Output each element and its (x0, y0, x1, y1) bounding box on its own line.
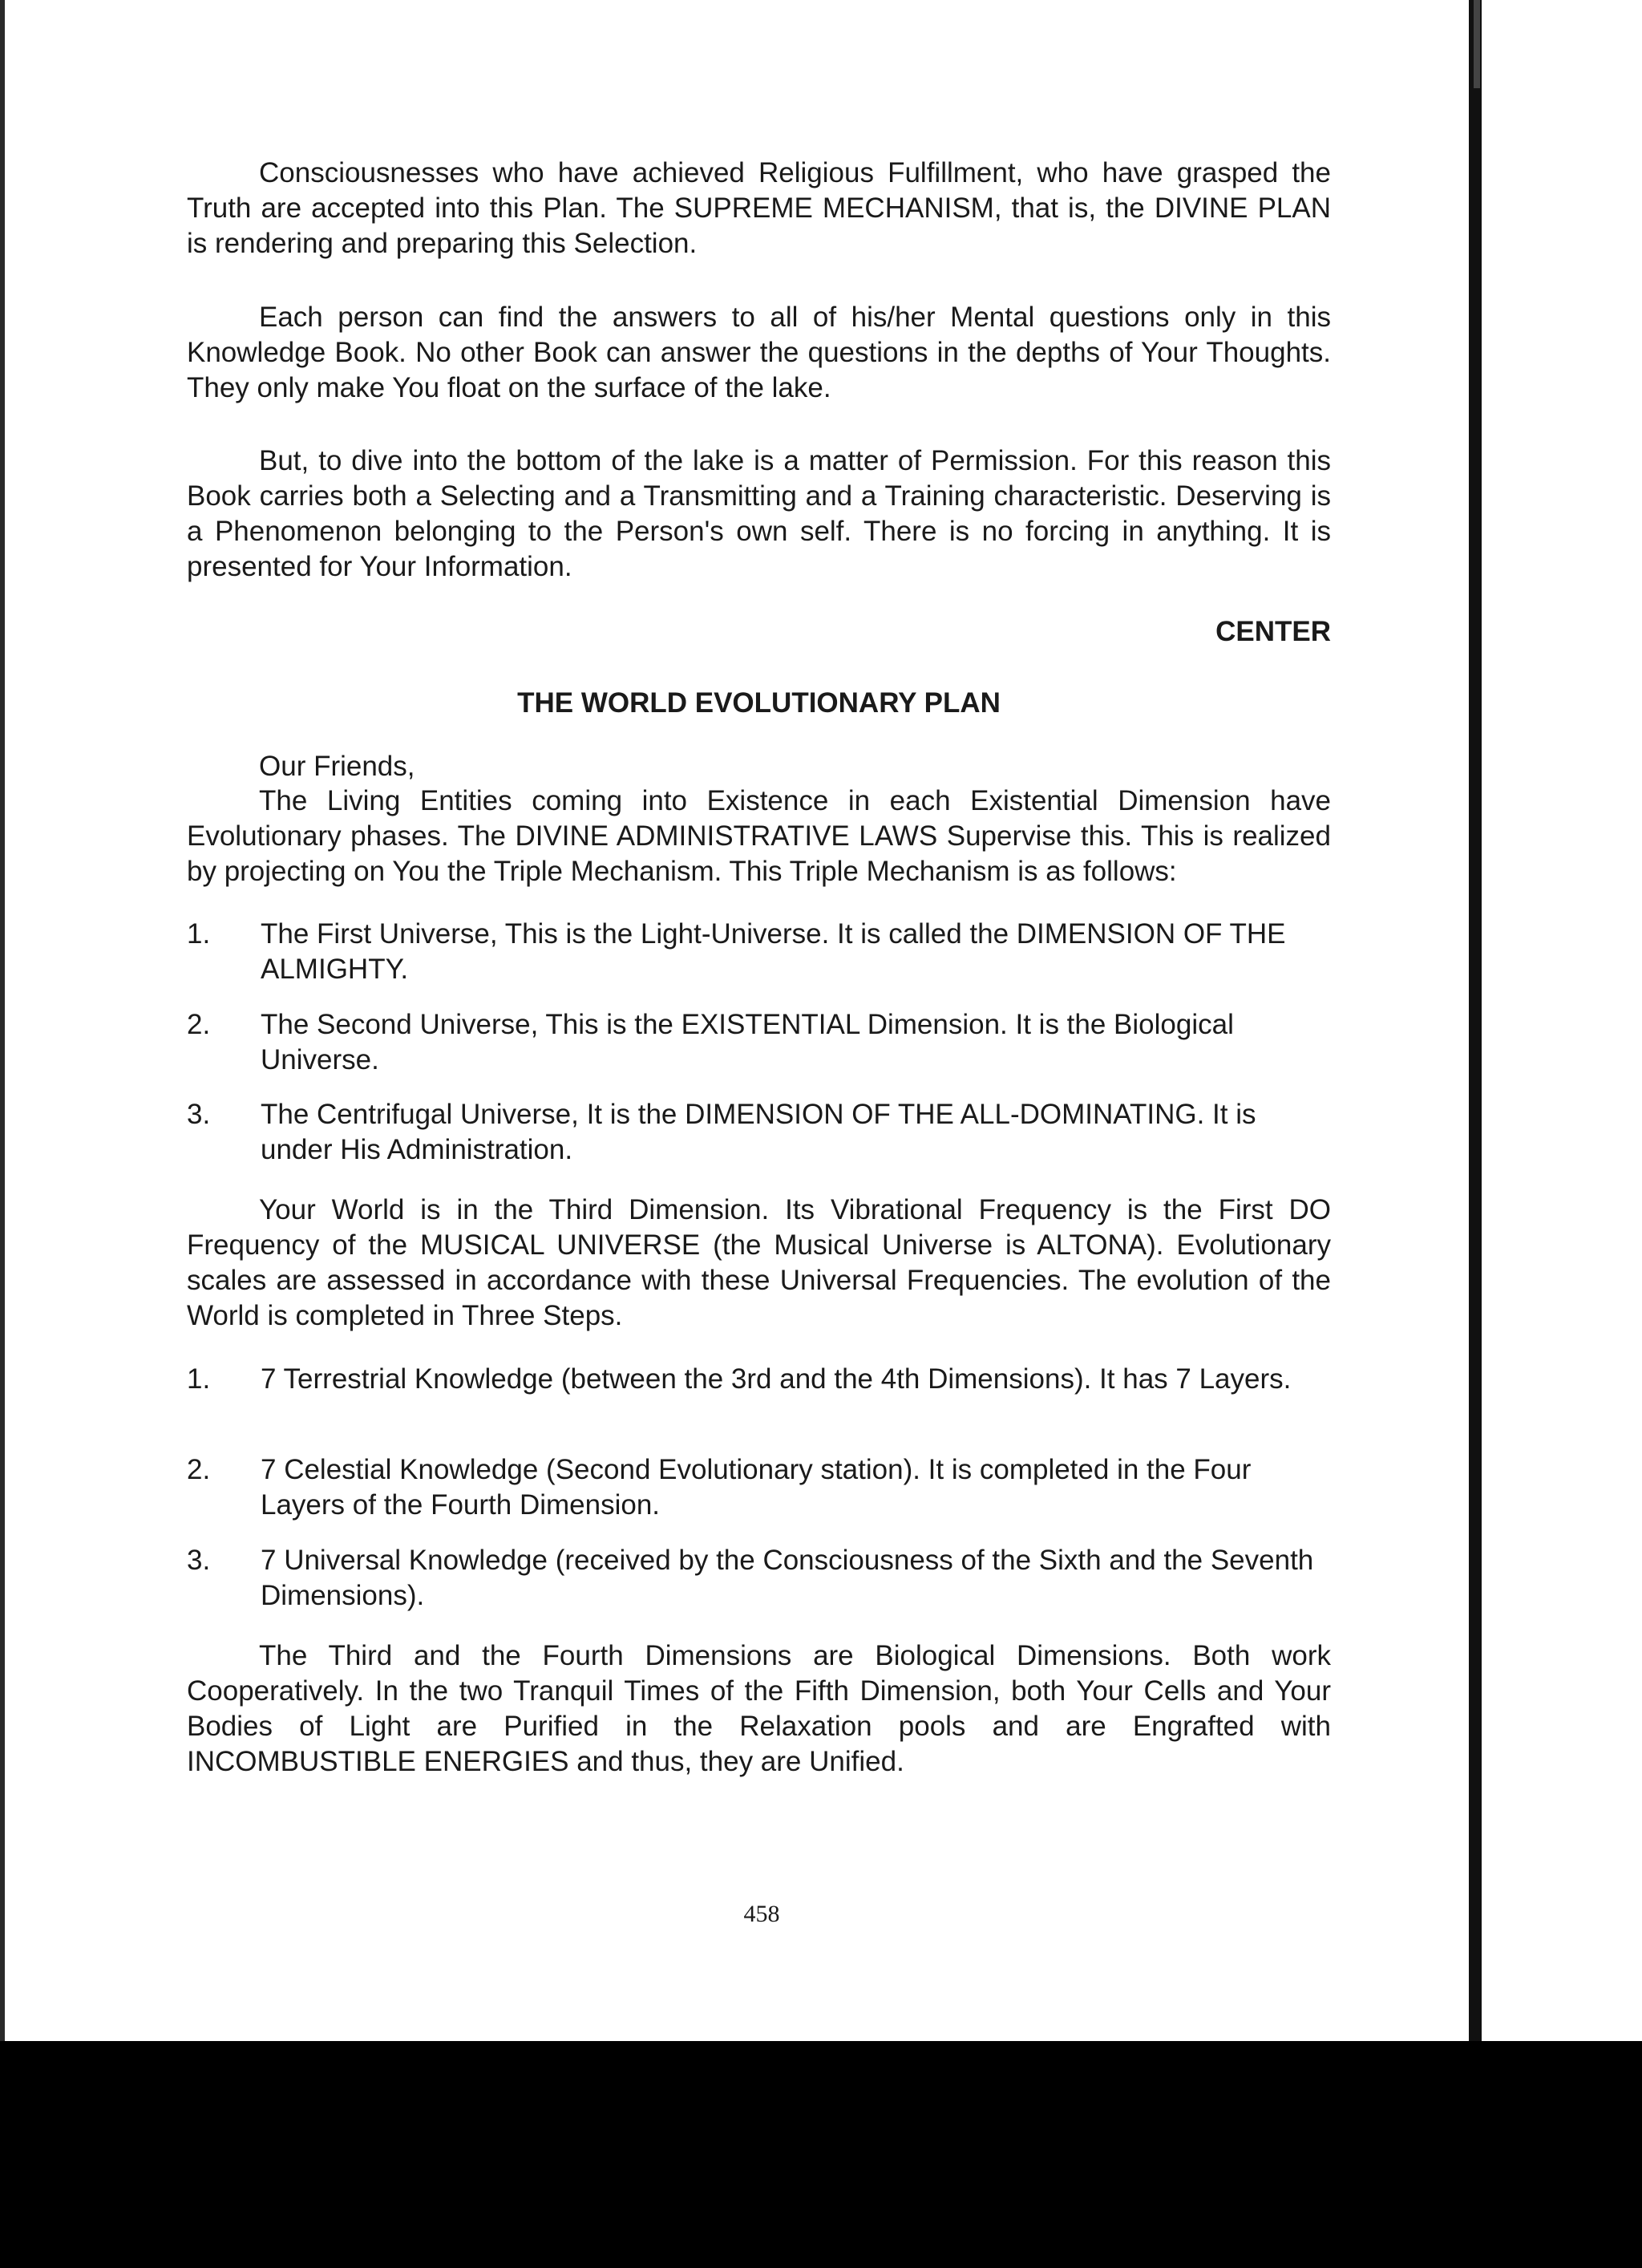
paragraph-dive: But, to dive into the bottom of the lake is a matter of Permission. For this reason this Book carries both a Selecting and a Transmitting and a Training characteristic. Deserving is a Phenomenon belonging to the Person's own self. There is no forcing in anything. It is presented for Your Information. (187, 445, 1331, 582)
list-one-number-3: 3. (187, 1099, 211, 1130)
list-one-text-2: The Second Universe, This is the EXISTENTIAL Dimension. It is the Biological Universe. (261, 1009, 1234, 1075)
list-one-number-2: 2. (187, 1009, 211, 1040)
paragraph-consciousnesses: Consciousnesses who have achieved Religious Fulfillment, who have grasped the Truth are accepted into this Plan. The SUPREME MECHANISM, that is, the DIVINE PLAN is rendering and preparing this Selection. (187, 157, 1331, 259)
list-one-item-1 (187, 917, 1331, 987)
section-heading: THE WORLD EVOLUTIONARY PLAN (517, 687, 1001, 719)
list-two-number-2: 2. (187, 1454, 211, 1485)
paragraph-third-fourth: The Third and the Fourth Dimensions are Biological Dimensions. Both work Cooperatively. In the two Tranquil Times of the Fifth Dimension, both Your Cells and Your Bodies of Light are Purified in the Relaxation pools and are Engrafted with INCOMBUSTIBLE ENERGIES and thus, they are Unified. (187, 1640, 1331, 1777)
center-label: CENTER (1215, 616, 1331, 647)
list-two-item-1 (187, 1362, 1331, 1397)
paragraph-your-world: Your World is in the Third Dimension. Its Vibrational Frequency is the First DO Frequency of the MUSICAL UNIVERSE (the Musical Universe is ALTONA). Evolutionary scales are assessed in accordance with these Universal Frequencies. The evolution of the World is completed in Three Steps. (187, 1194, 1331, 1331)
list-one-item-2 (187, 1007, 1331, 1078)
list-two-text-2: 7 Celestial Knowledge (Second Evolutionary station). It is completed in the Four Layers of the Fourth Dimension. (261, 1454, 1252, 1521)
page-left-edge (0, 0, 5, 2041)
scan-bottom-border (0, 2041, 1642, 2268)
list-two-item-3 (187, 1543, 1331, 1614)
book-spine-top (1474, 0, 1480, 88)
salutation: Our Friends, (259, 751, 415, 782)
book-spine-shadow (1469, 0, 1482, 2041)
list-one-text-1: The First Universe, This is the Light-Universe. It is called the DIMENSION OF THE ALMIGHTY. (261, 918, 1286, 985)
list-one-item-3 (187, 1097, 1331, 1168)
list-two-text-3: 7 Universal Knowledge (received by the Consciousness of the Sixth and the Seventh Dimensions). (261, 1545, 1314, 1611)
list-two-number-1: 1. (187, 1363, 211, 1395)
list-two-item-2 (187, 1452, 1331, 1523)
list-one-text-3: The Centrifugal Universe, It is the DIMENSION OF THE ALL-DOMINATING. It is under His Administration. (261, 1099, 1256, 1165)
list-two-text-1: 7 Terrestrial Knowledge (between the 3rd and the 4th Dimensions). It has 7 Layers. (261, 1363, 1292, 1395)
list-two-number-3: 3. (187, 1545, 211, 1576)
paragraph-intro: The Living Entities coming into Existence in each Existential Dimension have Evolutionary phases. The DIVINE ADMINISTRATIVE LAWS Supervise this. This is realized by projecting on You the Triple Mechanism. This Triple Mechanism is as follows: (187, 785, 1331, 887)
page-number: 458 (743, 1901, 780, 1927)
list-one-number-1: 1. (187, 918, 211, 950)
paragraph-each-person: Each person can find the answers to all of his/her Mental questions only in this Knowledge Book. No other Book can answer the questions in the depths of Your Thoughts. They only make You float on the surface of the lake. (187, 302, 1331, 403)
